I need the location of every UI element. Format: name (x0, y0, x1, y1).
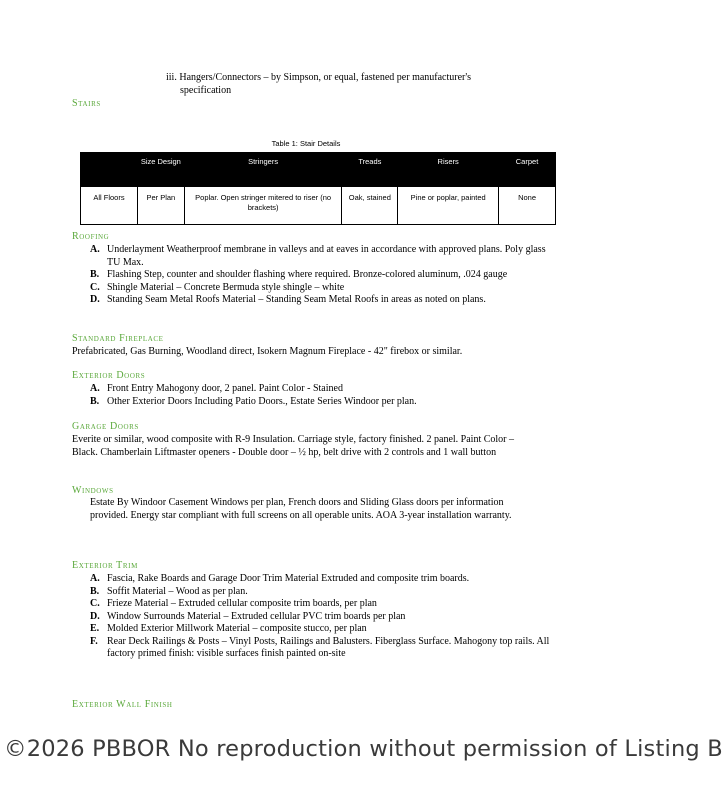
list-item-text: Fascia, Rake Boards and Garage Door Trim Material Extruded and composite trim boards. (107, 573, 470, 584)
framing-item-text-line1: Hangers/Connectors – by Simpson, or equal, fastened per manufacturer's (179, 72, 472, 83)
list-item (90, 383, 550, 396)
section-heading-exterior-trim: Exterior Trim (72, 560, 138, 571)
list-item-letter: B. (90, 395, 100, 407)
copyright-watermark: ©2026 PBBOR No reproduction without permission of Listing B (4, 736, 723, 762)
list-item-text: Flashing Step, counter and shoulder flashing where required. Bronze-colored aluminum, .024 gauge (107, 269, 508, 280)
list-item-letter: A. (90, 383, 100, 394)
list-item-letter: C. (90, 598, 100, 609)
table-row (81, 187, 556, 225)
list-item (90, 636, 550, 661)
list-item (90, 611, 550, 624)
table-cell: Oak, stained (342, 187, 398, 225)
table-cell: All Floors (81, 187, 138, 225)
framing-item-number: iii. (166, 72, 177, 83)
section-heading-exterior-doors: Exterior Doors (72, 370, 146, 381)
fireplace-text: Prefabricated, Gas Burning, Woodland direct, Isokern Magnum Fireplace - 42" firebox or similar. (72, 346, 463, 357)
table-header-cell: Carpet (499, 153, 556, 187)
table-header-cell: Risers (398, 153, 499, 187)
stair-details-table (80, 152, 556, 225)
list-item-letter: C. (90, 281, 100, 293)
exterior-trim-list (90, 573, 550, 661)
list-item-text: Front Entry Mahogony door, 2 panel. Paint Color - Stained (107, 383, 343, 394)
list-item-letter: D. (90, 610, 100, 622)
list-item-text: Rear Deck Railings & Posts – Vinyl Posts, Railings and Balusters. Fiberglass Surface. Mahogony top rails. All factory primed finish: visible surfaces finish painted on-site (107, 635, 550, 659)
list-item-letter: A. (90, 244, 100, 255)
list-item (90, 244, 550, 269)
table-header-row (81, 153, 556, 187)
list-item-letter: A. (90, 573, 100, 584)
list-item (90, 586, 550, 599)
section-heading-roofing: Roofing (72, 231, 110, 242)
list-item (90, 573, 550, 586)
list-item-text: Soffit Material – Wood as per plan. (107, 585, 248, 597)
garage-doors-text: Everite or similar, wood composite with R-9 Insulation. Carriage style, factory finished. 2 panel. Paint Color – Black. Chamberlain Liftmaster openers - Double door – ½ hp, belt drive with 2 controls and 1 wall button (72, 434, 515, 458)
table-header-cell: Treads (342, 153, 398, 187)
list-item-letter: D. (90, 294, 100, 305)
list-item (90, 623, 550, 636)
list-item (90, 282, 550, 295)
list-item-text: Standing Seam Metal Roofs Material – Standing Seam Metal Roofs in areas as noted on plans. (107, 294, 486, 305)
table-header-cell: Size Design (137, 153, 184, 187)
exterior-doors-list (90, 383, 550, 408)
list-item-text: Underlayment Weatherproof membrane in valleys and at eaves in accordance with approved plans. Poly glass TU Max. (107, 244, 546, 268)
list-item (90, 396, 550, 409)
windows-text: Estate By Windoor Casement Windows per plan, French doors and Sliding Glass doors per information provided. Energy star compliant with full screens on all operable units. AOA 3-year installation warranty. (90, 497, 512, 521)
framing-item-text-line2: specification (180, 85, 232, 96)
list-item-text: Shingle Material – Concrete Bermuda style shingle – white (107, 281, 345, 293)
list-item-letter: E. (90, 623, 100, 634)
list-item-text: Other Exterior Doors Including Patio Doors., Estate Series Windoor per plan. (107, 395, 417, 407)
section-heading-garage-doors: Garage Doors (72, 421, 139, 432)
table-header-cell (81, 153, 138, 187)
list-item-text: Window Surrounds Material – Extruded cellular PVC trim boards per plan (107, 610, 406, 622)
roofing-list (90, 244, 550, 307)
list-item-text: Frieze Material – Extruded cellular composite trim boards, per plan (107, 598, 377, 609)
list-item (90, 269, 550, 282)
list-item-text: Molded Exterior Millwork Material – composite stucco, per plan (107, 623, 367, 634)
list-item-letter: B. (90, 269, 100, 280)
table-cell: Pine or poplar, painted (398, 187, 499, 225)
table-cell: Poplar. Open stringer mitered to riser (no brackets) (184, 187, 342, 225)
list-item-letter: B. (90, 585, 100, 597)
section-heading-windows: Windows (72, 485, 114, 496)
table-header-cell: Stringers (184, 153, 342, 187)
section-heading-exterior-wall-finish: Exterior Wall Finish (72, 699, 173, 710)
list-item-letter: F. (90, 635, 98, 647)
section-heading-stairs: Stairs (72, 98, 101, 109)
list-item (90, 294, 550, 307)
stair-table-caption: Table 1: Stair Details (271, 139, 341, 148)
table-cell: Per Plan (137, 187, 184, 225)
list-item (90, 598, 550, 611)
section-heading-fireplace: Standard Fireplace (72, 333, 164, 344)
table-cell: None (499, 187, 556, 225)
framing-item-iii (166, 72, 546, 85)
